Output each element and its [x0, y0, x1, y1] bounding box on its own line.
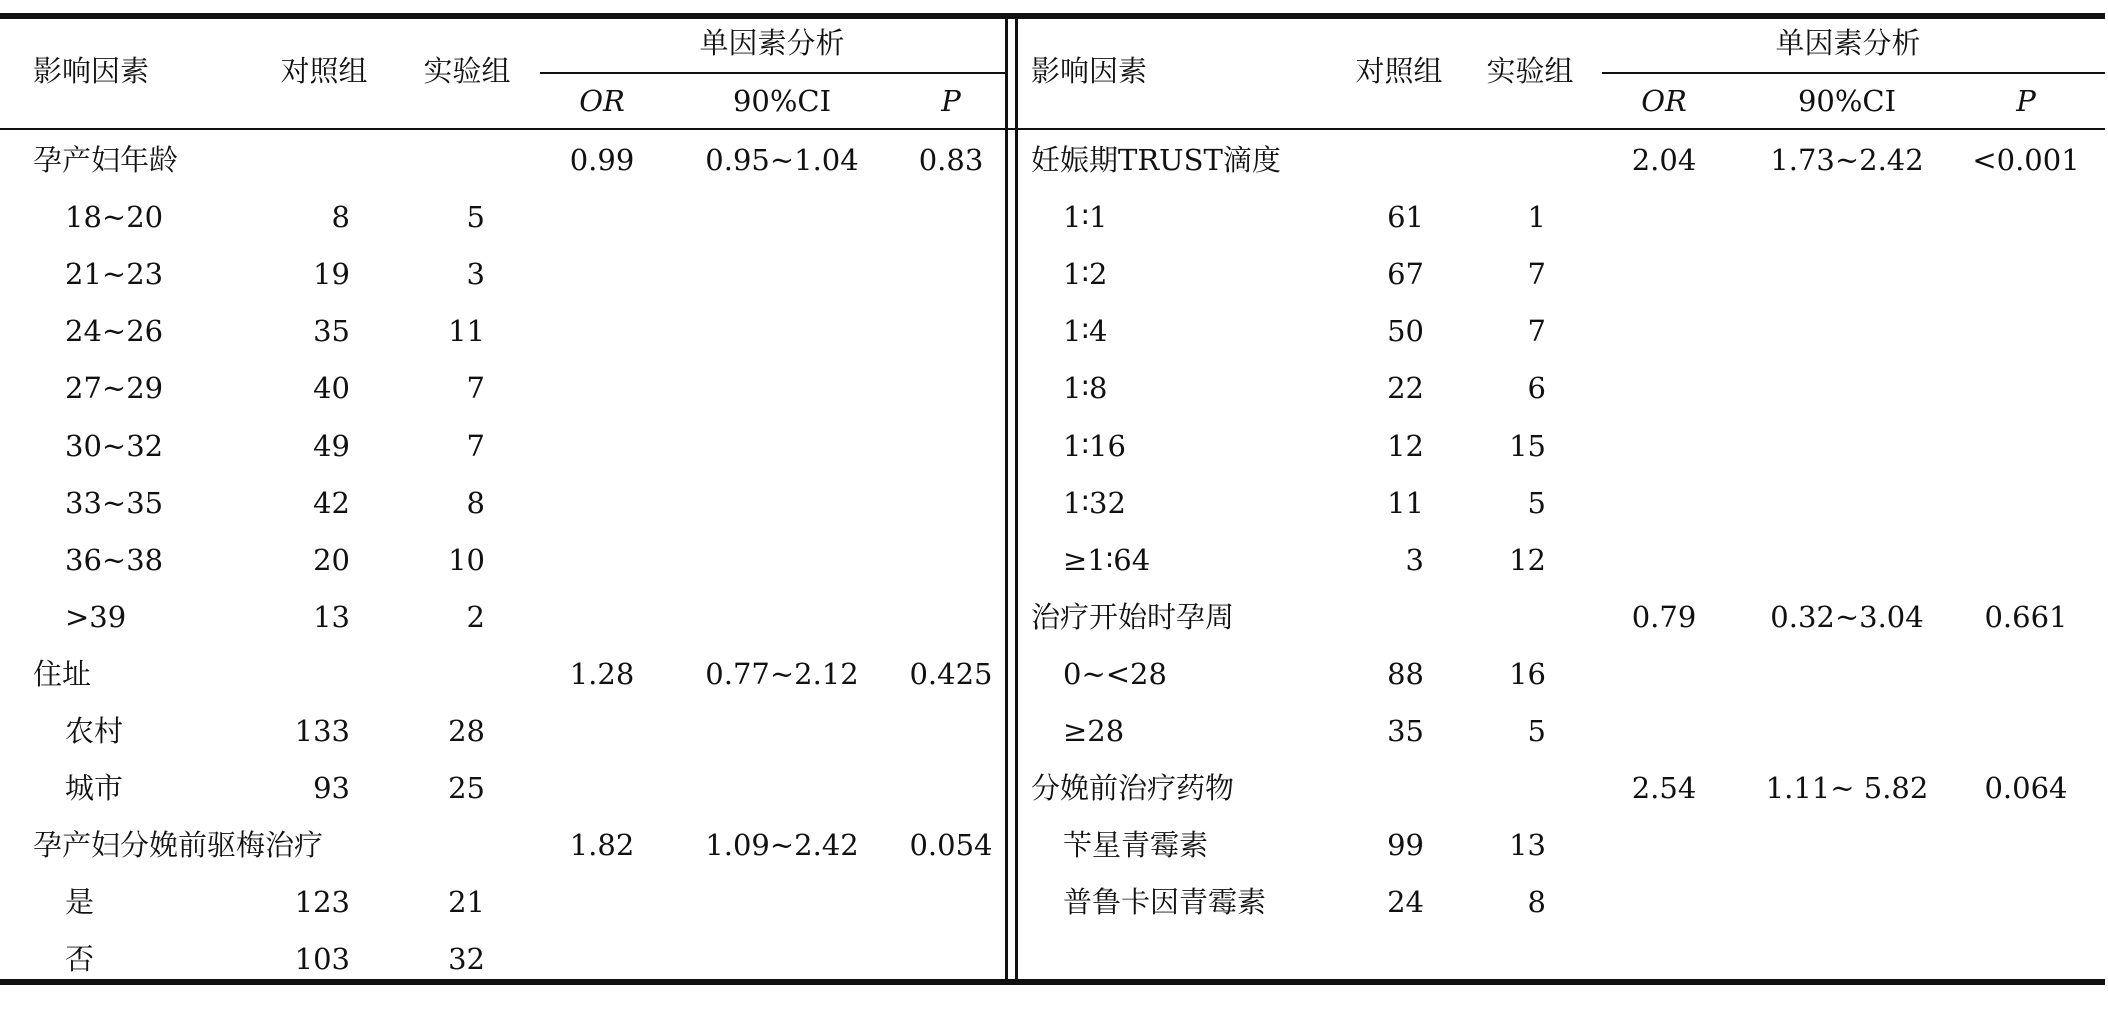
right-row-experiment-count: 13 [1509, 828, 1546, 862]
left-row-experiment-count: 10 [448, 543, 485, 577]
right-row-label: 1∶16 [1063, 429, 1126, 463]
left-row-control-count: 93 [313, 771, 350, 805]
left-row-label: 孕产妇年龄 [33, 143, 179, 177]
left-row-or: 0.99 [569, 143, 635, 177]
left-row-label: 33~35 [65, 486, 164, 520]
left-row-experiment-count: 25 [448, 771, 485, 805]
header-or-right: OR [1641, 84, 1687, 118]
right-row-control-count: 22 [1387, 371, 1424, 405]
left-row-control-count: 35 [313, 314, 350, 348]
right-row-label: 1∶4 [1063, 314, 1108, 348]
left-row-control-count: 123 [294, 885, 350, 919]
right-row-ci: 1.73~2.42 [1770, 143, 1924, 177]
left-row-ci: 0.77~2.12 [705, 657, 859, 691]
right-row-control-count: 24 [1387, 885, 1424, 919]
left-row-experiment-count: 8 [466, 486, 485, 520]
left-row-label: 是 [65, 885, 95, 919]
right-row-label: 1∶1 [1063, 200, 1108, 234]
left-row-control-count: 103 [294, 942, 350, 976]
right-row-label: 0~<28 [1063, 657, 1167, 691]
left-row-label: 城市 [65, 771, 124, 805]
right-row-label: 分娩前治疗药物 [1031, 771, 1235, 805]
left-row-label: >39 [65, 600, 127, 634]
header-control-right: 对照组 [1355, 54, 1443, 88]
left-row-experiment-count: 21 [448, 885, 485, 919]
right-row-experiment-count: 6 [1527, 371, 1546, 405]
right-row-label: 苄星青霉素 [1063, 828, 1209, 862]
right-row-label: ≥1∶64 [1063, 543, 1151, 577]
right-row-label: 普鲁卡因青霉素 [1063, 885, 1267, 919]
left-row-p: 0.425 [909, 657, 993, 691]
left-row-ci: 1.09~2.42 [705, 828, 859, 862]
right-row-control-count: 50 [1387, 314, 1424, 348]
right-row-experiment-count: 12 [1509, 543, 1546, 577]
header-p-right: P [2016, 84, 2036, 118]
header-or-left: OR [579, 84, 625, 118]
right-row-control-count: 61 [1387, 200, 1424, 234]
left-row-p: 0.054 [909, 828, 993, 862]
header-ci-left: 90%CI [732, 84, 832, 118]
left-row-ci: 0.95~1.04 [705, 143, 859, 177]
table-top-rule [0, 13, 2105, 19]
header-experiment-right: 实验组 [1486, 54, 1574, 88]
right-row-experiment-count: 8 [1527, 885, 1546, 919]
left-row-control-count: 40 [313, 371, 350, 405]
right-row-experiment-count: 16 [1509, 657, 1546, 691]
left-row-label: 孕产妇分娩前驱梅治疗 [33, 828, 324, 862]
right-row-control-count: 35 [1387, 714, 1424, 748]
left-row-experiment-count: 7 [466, 371, 485, 405]
header-ci-right: 90%CI [1797, 84, 1897, 118]
center-divider-right [1015, 18, 1018, 980]
left-row-or: 1.82 [569, 828, 635, 862]
left-row-label: 农村 [65, 714, 124, 748]
left-row-control-count: 133 [294, 714, 350, 748]
left-row-label: 36~38 [65, 543, 164, 577]
left-row-experiment-count: 32 [448, 942, 485, 976]
center-divider-left [1005, 18, 1008, 980]
right-row-experiment-count: 5 [1527, 714, 1546, 748]
right-row-label: 1∶2 [1063, 257, 1108, 291]
right-row-control-count: 99 [1387, 828, 1424, 862]
right-row-ci: 1.11~ 5.82 [1765, 771, 1929, 805]
right-row-experiment-count: 15 [1509, 429, 1546, 463]
right-row-ci: 0.32~3.04 [1770, 600, 1924, 634]
left-row-control-count: 49 [313, 429, 350, 463]
left-row-experiment-count: 11 [448, 314, 485, 348]
left-row-control-count: 8 [331, 200, 350, 234]
left-row-experiment-count: 28 [448, 714, 485, 748]
right-row-label: 1∶8 [1063, 371, 1108, 405]
left-row-label: 21~23 [65, 257, 164, 291]
header-factor-right: 影响因素 [1031, 54, 1148, 88]
right-row-control-count: 67 [1387, 257, 1424, 291]
left-row-control-count: 42 [313, 486, 350, 520]
left-row-experiment-count: 2 [466, 600, 485, 634]
header-experiment-left: 实验组 [423, 54, 511, 88]
left-row-control-count: 20 [313, 543, 350, 577]
header-factor-left: 影响因素 [33, 54, 150, 88]
left-row-label: 24~26 [65, 314, 164, 348]
right-row-control-count: 3 [1405, 543, 1424, 577]
header-subrule-right [1602, 72, 2105, 74]
header-control-left: 对照组 [280, 54, 368, 88]
left-row-experiment-count: 3 [466, 257, 485, 291]
right-row-label: 1∶32 [1063, 486, 1126, 520]
header-univariate-right: 单因素分析 [1775, 26, 1921, 60]
right-row-or: 2.04 [1631, 143, 1697, 177]
table-bottom-rule [0, 979, 2105, 985]
header-p-left: P [941, 84, 961, 118]
right-row-experiment-count: 5 [1527, 486, 1546, 520]
right-row-label: ≥28 [1063, 714, 1125, 748]
right-row-experiment-count: 7 [1527, 314, 1546, 348]
right-row-label: 治疗开始时孕周 [1031, 600, 1235, 634]
header-univariate-left: 单因素分析 [699, 26, 845, 60]
left-row-or: 1.28 [569, 657, 635, 691]
left-row-label: 27~29 [65, 371, 164, 405]
left-row-label: 18~20 [65, 200, 164, 234]
right-row-p: 0.064 [1984, 771, 2068, 805]
left-row-label: 否 [65, 942, 95, 976]
right-row-experiment-count: 7 [1527, 257, 1546, 291]
left-row-p: 0.83 [918, 143, 984, 177]
right-row-control-count: 88 [1387, 657, 1424, 691]
right-row-label: 妊娠期TRUST滴度 [1031, 143, 1281, 177]
right-row-control-count: 12 [1387, 429, 1424, 463]
left-row-control-count: 19 [313, 257, 350, 291]
left-row-experiment-count: 5 [466, 200, 485, 234]
left-row-label: 住址 [33, 657, 92, 691]
left-row-experiment-count: 7 [466, 429, 485, 463]
header-subrule-left [540, 72, 1005, 74]
right-row-control-count: 11 [1387, 486, 1424, 520]
left-row-label: 30~32 [65, 429, 164, 463]
right-row-or: 2.54 [1631, 771, 1697, 805]
left-row-control-count: 13 [313, 600, 350, 634]
right-row-p: <0.001 [1972, 143, 2080, 177]
right-row-or: 0.79 [1631, 600, 1697, 634]
right-row-p: 0.661 [1984, 600, 2068, 634]
table-header-rule [0, 128, 2105, 130]
right-row-experiment-count: 1 [1527, 200, 1546, 234]
